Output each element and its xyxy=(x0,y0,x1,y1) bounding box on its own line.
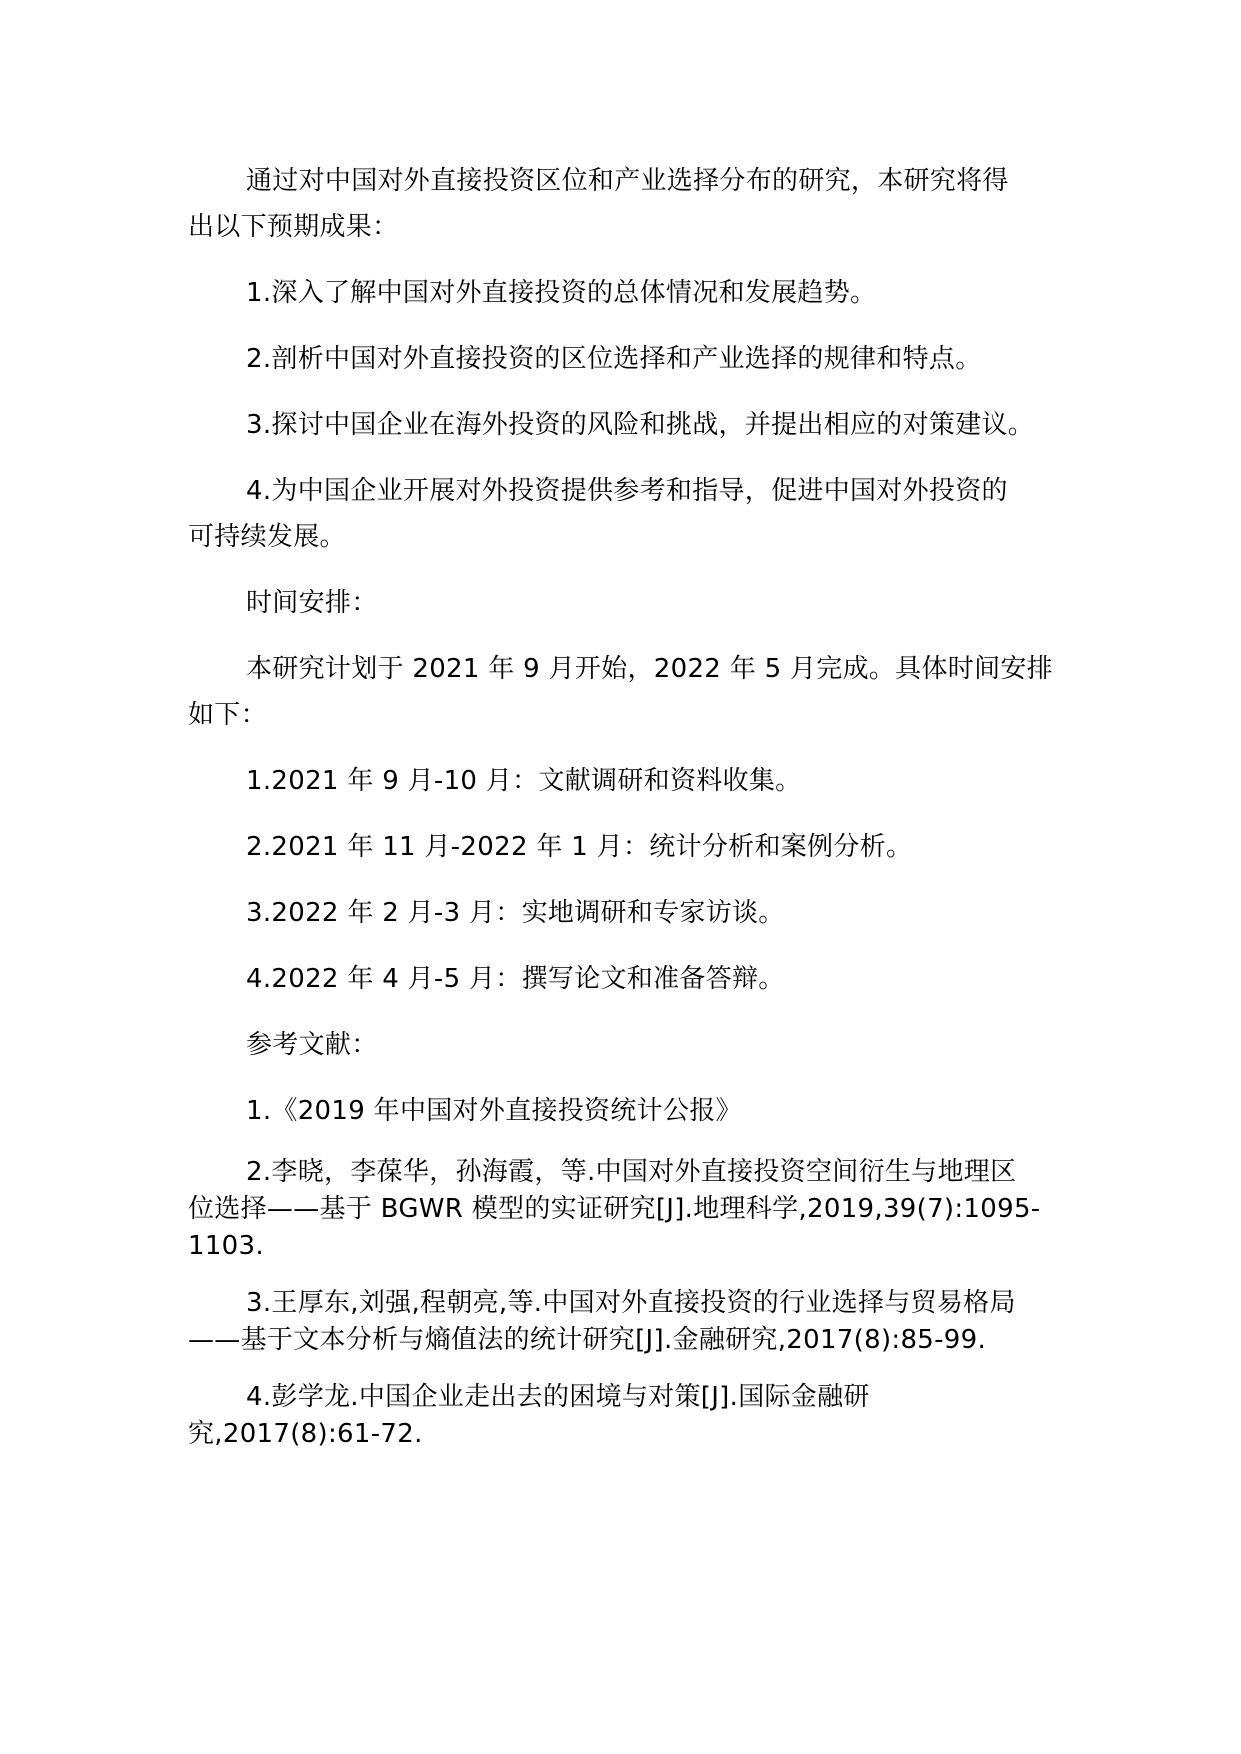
text-line: 本研究计划于 2021 年 9 月开始，2022 年 5 月完成。具体时间安排 xyxy=(246,654,1053,684)
section-heading-schedule xyxy=(188,580,1068,626)
text-line: 3.探讨中国企业在海外投资的风险和挑战，并提出相应的对策建议。 xyxy=(246,410,1035,440)
text-line: 可持续发展。 xyxy=(188,522,346,552)
text-line: 位选择——基于 BGWR 模型的实证研究[J].地理科学,2019,39(7):1095- xyxy=(188,1194,1041,1224)
text-line: 通过对中国对外直接投资区位和产业选择分布的研究，本研究将得 xyxy=(246,166,1009,196)
reference-item-2 xyxy=(188,1154,1068,1265)
text-line: 2.李晓，李葆华，孙海霞，等.中国对外直接投资空间衍生与地理区 xyxy=(246,1157,1017,1187)
text-line: 究,2017(8):61-72. xyxy=(188,1419,423,1449)
list-item-schedule-1 xyxy=(188,758,1068,804)
text-line: 1.2021 年 9 月-10 月：文献调研和资料收集。 xyxy=(246,766,802,796)
document-body xyxy=(188,158,1068,1473)
text-line: 出以下预期成果： xyxy=(188,212,399,242)
text-line: 1103. xyxy=(188,1231,264,1261)
list-item-schedule-2 xyxy=(188,824,1068,870)
section-heading-references xyxy=(188,1022,1068,1068)
text-line: 3.王厚东,刘强,程朝亮,等.中国对外直接投资的行业选择与贸易格局 xyxy=(246,1288,1016,1318)
text-line: 参考文献： xyxy=(246,1030,378,1060)
text-line: 2.剖析中国对外直接投资的区位选择和产业选择的规律和特点。 xyxy=(246,344,982,374)
text-line: 4.2022 年 4 月-5 月：撰写论文和准备答辩。 xyxy=(246,964,785,994)
list-item-schedule-3 xyxy=(188,890,1068,936)
text-line: 3.2022 年 2 月-3 月：实地调研和专家访谈。 xyxy=(246,898,785,928)
text-line: ——基于文本分析与熵值法的统计研究[J].金融研究,2017(8):85-99. xyxy=(188,1325,987,1355)
text-line: 时间安排： xyxy=(246,588,378,618)
list-item-result-2 xyxy=(188,336,1068,382)
text-line: 1.《2019 年中国对外直接投资统计公报》 xyxy=(246,1096,742,1126)
paragraph-expected-results-intro xyxy=(188,158,1068,250)
reference-item-3 xyxy=(188,1285,1068,1359)
text-line: 如下： xyxy=(188,700,267,730)
list-item-result-4 xyxy=(188,468,1068,560)
paragraph-schedule-intro xyxy=(188,646,1068,738)
list-item-result-1 xyxy=(188,270,1068,316)
text-line: 4.为中国企业开展对外投资提供参考和指导，促进中国对外投资的 xyxy=(246,476,1008,506)
reference-item-1 xyxy=(188,1088,1068,1134)
list-item-result-3 xyxy=(188,402,1068,448)
text-line: 1.深入了解中国对外直接投资的总体情况和发展趋势。 xyxy=(246,278,877,308)
text-line: 2.2021 年 11 月-2022 年 1 月：统计分析和案例分析。 xyxy=(246,832,913,862)
text-line: 4.彭学龙.中国企业走出去的困境与对策[J].国际金融研 xyxy=(246,1382,870,1412)
list-item-schedule-4 xyxy=(188,956,1068,1002)
reference-item-4 xyxy=(188,1379,1068,1453)
